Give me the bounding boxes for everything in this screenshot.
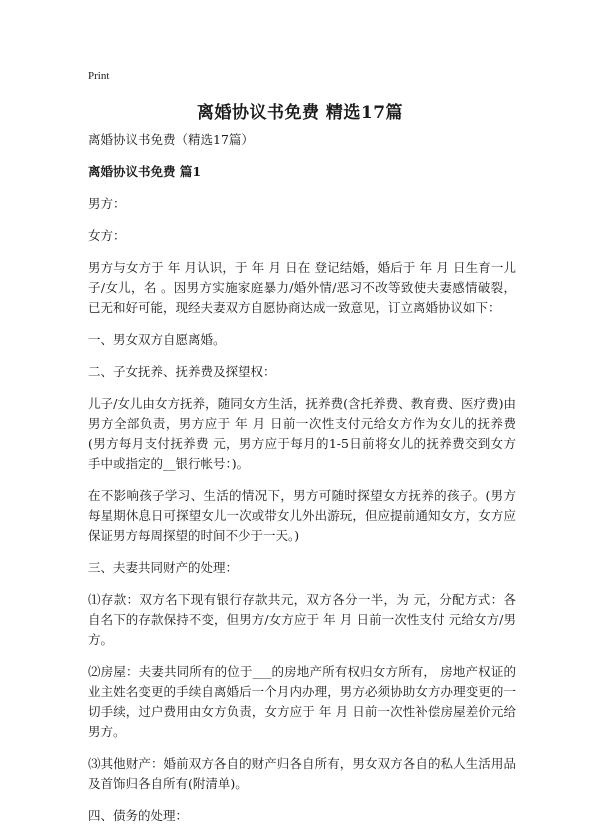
clause-3-house: ⑵房屋：夫妻共同所有的位于___的房地产所有权归女方所有， 房地产权证的业主姓名变更的手续自离婚后一个月内办理，男方必须协助女方办理变更的一切手续，过户费用由女方负责，女方应于 年 月 日前一次性补偿房屋差价元给男方。 xyxy=(88,664,516,739)
clause-2-paragraph-1: 儿子/女儿由女方抚养，随同女方生活，抚养费(含托养费、教育费、医疗费)由男方全部负责，男方应于 年 月 日前一次性支付元给女方作为女儿的抚养费(男方每月支付抚养费 元，男方应于每月的1-5日前将女儿的抚养费交到女方手中或指定的__银行帐号：)。 xyxy=(88,396,516,471)
female-party-line: 女方： xyxy=(88,228,126,243)
print-link[interactable]: Print xyxy=(88,70,110,82)
clause-3-heading: 三、夫妻共同财产的处理： xyxy=(88,560,239,575)
document-subtitle: 离婚协议书免费（精选17篇） xyxy=(88,132,254,147)
section-heading: 离婚协议书免费 篇1 xyxy=(88,164,202,179)
clause-3-other-property: ⑶其他财产：婚前双方各自的财产归各自所有，男女双方各自的私人生活用品及首饰归各自所有(附清单)。 xyxy=(88,756,516,791)
document-title: 离婚协议书免费 精选17篇 xyxy=(196,103,404,123)
clause-2-heading: 二、子女抚养、抚养费及探望权： xyxy=(88,364,276,379)
clause-4-heading: 四、债务的处理： xyxy=(88,808,189,823)
clause-3-deposit: ⑴存款：双方名下现有银行存款共元，双方各分一半，为 元，分配方式：各自名下的存款保持不变，但男方/女方应于 年 月 日前一次性支付 元给女方/男方。 xyxy=(88,592,516,647)
clause-1: 一、男女双方自愿离婚。 xyxy=(88,332,226,347)
document-body xyxy=(88,130,516,838)
clause-2-paragraph-2: 在不影响孩子学习、生活的情况下，男方可随时探望女方抚养的孩子。(男方每星期休息日可探望女儿一次或带女儿外出游玩，但应提前通知女方，女方应保证男方每周探望的时间不少于一天。) xyxy=(88,488,516,543)
intro-paragraph: 男方与女方于 年 月认识，于 年 月 日在 登记结婚，婚后于 年 月 日生育一儿子/女儿，名 。因男方实施家庭暴力/婚外情/恶习不改等致使夫妻感情破裂，已无和好可能，现经夫妻双方自愿协商达成一致意见，订立离婚协议如下： xyxy=(88,260,516,315)
male-party-line: 男方： xyxy=(88,196,126,211)
